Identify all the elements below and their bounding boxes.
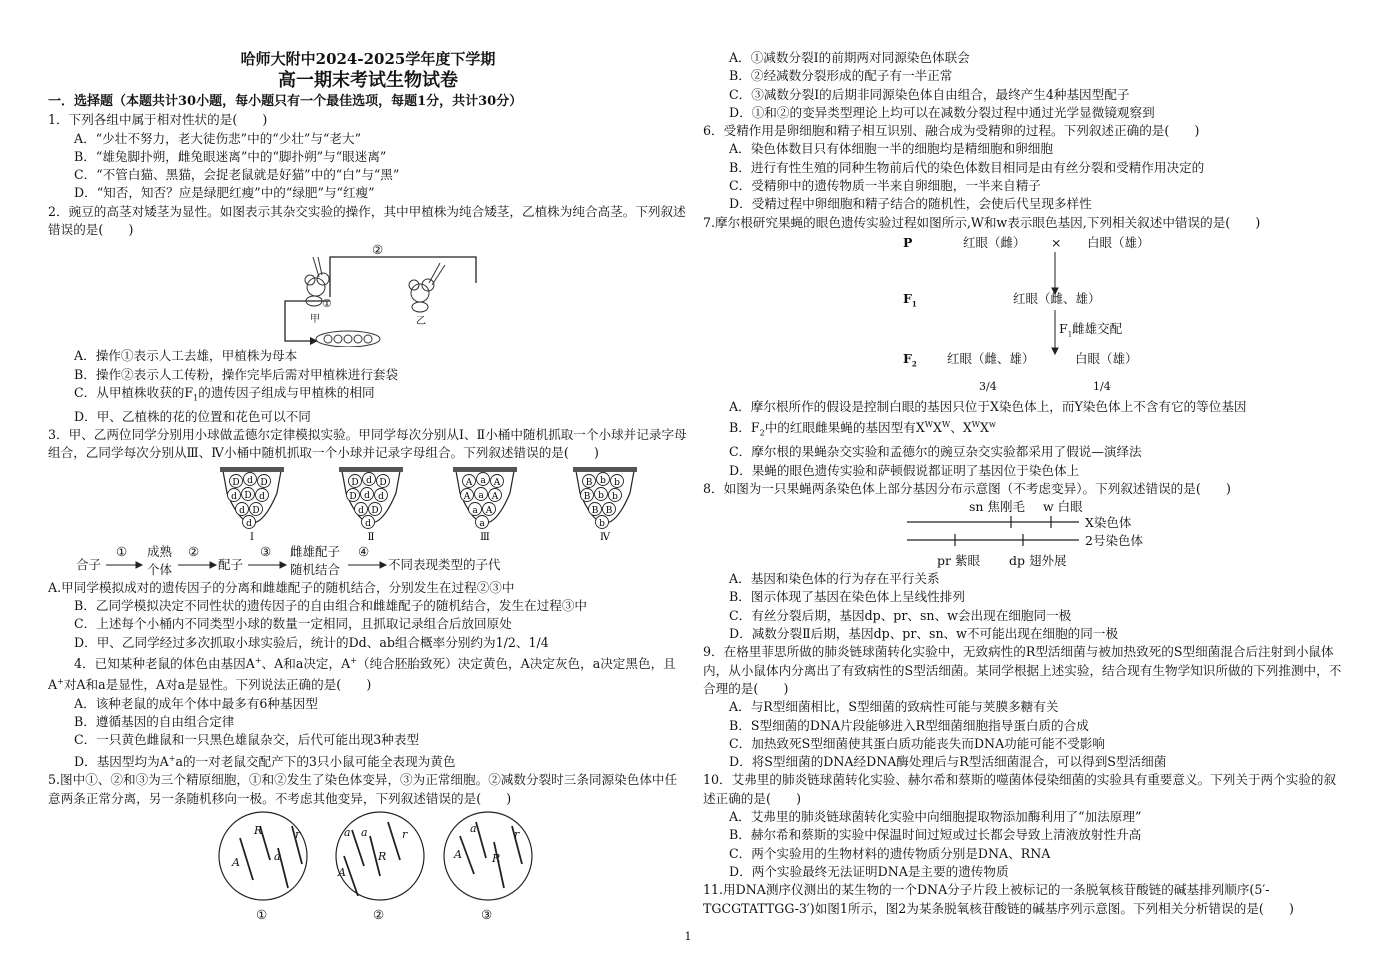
bucket-label: Ⅰ [250,531,254,543]
ball-label: A [491,491,499,502]
plant-yi-label: 乙 [416,316,426,328]
f2-red: 红眼（雌、雄） [947,350,1035,366]
gene-r-3: r [514,827,520,841]
ball-label: d [259,491,265,502]
gene-w: w 白眼 [1043,499,1083,515]
flow-offspring: 不同表现类型的子代 [388,556,501,572]
question-5 [48,771,688,926]
question-stem: 1．下列各组中属于相对性状的是( ) [48,112,268,128]
option-b: B．遵循基因的自由组合定律 [74,714,235,730]
ball-label: d [246,518,252,529]
option-d: D．甲、乙植株的花的位置和花色可以不同 [74,408,311,424]
gene-r-2: r [402,827,408,841]
question-stem: 6．受精作用是卵细胞和精子相互识别、融合成为受精卵的过程。下列叙述正确的是( ) [703,123,1200,139]
left-column [48,0,688,926]
flow-step-2: ② [188,543,200,559]
pea-cross-figure [48,239,688,347]
process-flow [48,543,688,579]
option-d: D．基因型均为A+a的一对老鼠交配产下的3只小鼠可能全表现为黄色 [74,753,456,769]
flow-step-1: ① [116,543,128,559]
f2-white: 白眼（雄） [1075,350,1138,366]
option-b: B．图示体现了基因在染色体上呈线性排列 [729,589,965,605]
option-c: C．一只黄色雌鼠和一只黑色雄鼠杂交，后代可能出现3种表型 [74,732,420,748]
option-c: C．两个实验用的生物材料的遗传物质分别是DNA、RNA [729,845,1051,861]
chromosome-figure [703,498,1343,570]
option-a: A．该种老鼠的成年个体中最多有6种基因型 [74,695,318,711]
eye-color-cross-figure [703,232,1343,398]
bucket-rim [453,467,517,472]
gene-a-2b: a [361,825,368,839]
gene-A-3: A [454,847,462,861]
option-a: A．操作①表示人工去雄，甲植株为母本 [74,348,298,364]
cell-figure [48,808,688,926]
question-stem: 11.用DNA测序仪测出的某生物的一个DNA分子片段上被标记的一条脱氧核苷酸链的碱基排列顺序(5′-TGCGTATTGG-3′)如图1所示，图2为某条脱氧核苷酸链的碱基序列示意图。下列相关分析错误的是( ) [703,882,1294,916]
question-stem: 9．在格里菲思所做的肺炎链球菌转化实验中，无致病性的R型活细菌与被加热致死的S型细菌混合后注射到小鼠体内，从小鼠体内分离出了有致病性的S型活细菌。某同学根据上述实验，结合现有生物学知识所做的下列推测中，不合理的是( ) [703,644,1342,696]
option-a: A．与R型细菌相比，S型细菌的致病性可能与荚膜多糖有关 [729,699,1059,715]
option-a: A．染色体数目只有体细胞一半的细胞均是精细胞和卵细胞 [729,141,1053,157]
ball-label: b [598,490,604,501]
option-d: D．①和②的变异类型理论上均可以在减数分裂过程中通过光学显微镜观察到 [729,104,1155,120]
plant-jia-label: 甲 [310,314,320,326]
flow-fusion-b: 随机结合 [290,561,341,577]
ball-label: d [378,491,384,502]
option-a: A．摩尔根所作的假设是控制白眼的基因只位于X染色体上，而Y染色体上不含有它的等位基因 [729,398,1247,414]
f2-label: $F_2$ [903,350,917,369]
question-3 [48,426,688,652]
cell-label-2: ② [373,906,385,922]
bucket-figure [48,463,688,543]
question-stem: 2．豌豆的高茎对矮茎为显性。如图表示其杂交实验的操作，其中甲植株为纯合矮茎，乙植株为纯合高茎。下列叙述错误的是( ) [48,203,686,238]
ball-label: D [371,505,379,516]
gene-A-1: A [232,855,240,869]
exam-title: 高一期末考试生物试卷 [278,70,458,91]
gene-R-3: R [492,851,501,865]
exam-school-title: 哈师大附中2024-2025学年度下学期 [240,50,496,68]
option-a: A．艾弗里的肺炎链球菌转化实验中向细胞提取物添加酶利用了“加法原理” [729,809,1142,825]
option-d: D．果蝇的眼色遗传实验和萨顿假说都证明了基因位于染色体上 [729,462,1080,478]
gene-pr: pr 紫眼 [937,553,980,569]
question-8 [703,480,1343,643]
ball-label: D [260,477,268,488]
option-c: C．摩尔根的果蝇杂交实验和孟德尔的豌豆杂交实验都采用了假说—演绎法 [729,444,1142,460]
option-a: A．“少壮不努力，老大徒伤悲”中的“少壮”与“老大” [74,130,362,146]
option-b: B．“雄兔脚扑朔，雌兔眼迷离”中的“脚扑朔”与“眼迷离” [74,148,387,164]
option-b: B．赫尔希和蔡斯的实验中保温时间过短或过长都会导致上清液放射性升高 [729,827,1142,843]
question-2 [48,203,688,426]
ball-label: d [247,475,253,486]
ball-label: a [480,475,486,486]
flow-step-4: ④ [358,543,370,559]
flow-adult-b: 个体 [147,561,173,577]
pea-cross-drawing [48,239,688,347]
question-7 [703,214,1343,480]
gene-a-1: a [274,849,281,863]
operation-2-label: ② [372,242,384,258]
gene-R-1: R [254,823,263,837]
gene-a-3: a [470,821,477,835]
p-female: 红眼（雌） [963,234,1026,250]
ball-label: d [231,491,237,502]
f1-label: $F_1$ [903,290,917,309]
flow-adult-a: 成熟 [147,543,173,559]
ball-label: d [366,475,372,486]
option-c: C．③减数分裂Ⅰ的后期非同源染色体自由组合，最终产生4种基因型配子 [729,86,1130,102]
question-11 [703,881,1343,918]
ball-label: b [612,491,618,502]
chromosome-2-label: 2号染色体 [1085,533,1143,549]
cell-label-3: ③ [481,906,493,922]
x-chromosome-label: X染色体 [1085,515,1132,531]
ball-label: a [478,490,484,501]
option-c: C．有丝分裂后期，基因dp、pr、sn、w会出现在细胞同一极 [729,607,1072,623]
question-stem: 4．已知某种老鼠的体色由基因A+、A和a决定，A+（纯合胚胎致死）决定黄色，A决定灰色，a决定黑色，且A+对A和a是显性，A对a是显性。下列说法正确的是( ) [48,655,676,693]
option-d: D．受精过程中卵细胞和精子结合的随机性，会使后代呈现多样性 [729,196,1092,212]
ball-label: D [244,490,252,501]
gene-A-2: A [338,865,346,879]
flow-zygote: 合子 [76,556,102,572]
option-d: D．“知否，知否？应是绿肥红瘦”中的“绿肥”与“红瘦” [74,185,375,201]
option-a: A.甲同学模拟成对的遗传因子的分离和雌雄配子的随机结合，分别发生在过程②③中 [48,579,515,595]
flow-step-3: ③ [260,543,272,559]
gene-sn: sn 焦刚毛 [969,499,1025,515]
ball-label: d [239,505,245,516]
f1-intercross: $F_1$雌雄交配 [1059,320,1123,339]
right-column [703,49,1343,918]
ball-label: B [585,477,593,488]
gene-a-2a: a [344,825,351,839]
question-stem: 5.图中①、②和③为三个精原细胞，①和②发生了染色体变异，③为正常细胞。②减数分裂时三条同源染色体中任意两条正常分离，另一条随机移向一极。不考虑其他变异，下列叙述错误的是( ) [48,772,678,806]
option-d: D．两个实验最终无法证明DNA是主要的遗传物质 [729,863,1009,879]
ball-label: d [358,505,364,516]
ball-label: a [479,518,485,529]
section-heading: 一．选择题（本题共计30小题，每小题只有一个最佳选项，每题1分，共计30分） [48,94,523,109]
option-d: D．将S型细菌的DNA经DNA酶处理后与R型活细菌混合，可以得到S型活细菌 [729,754,1167,770]
ball-label: a [472,505,478,516]
option-d: D．减数分裂Ⅱ后期，基因dp、pr、sn、w不可能出现在细胞的同一极 [729,626,1119,642]
flow-gamete: 配子 [218,556,244,572]
bucket-rim [339,467,403,472]
option-b: B．S型细菌的DNA片段能够进入R型细菌细胞指导蛋白质的合成 [729,717,1089,733]
question-5-options [703,49,1343,122]
question-stem: 10．艾弗里的肺炎链球菌转化实验、赫尔希和蔡斯的噬菌体侵染细菌的实验具有重要意义。下列关于两个实验的叙述正确的是( ) [703,772,1337,806]
bucket-rim [220,467,284,472]
question-6 [703,122,1343,213]
page-number: 1 [684,930,692,943]
option-b: B．操作②表示人工传粉，操作完毕后需对甲植株进行套袋 [74,366,399,382]
operation-1-label: ① [322,297,332,311]
p-generation-label: P [903,234,913,250]
option-a: A．①减数分裂Ⅰ的前期两对同源染色体联会 [729,50,970,65]
ball-label: b [614,477,620,488]
question-stem: 7.摩尔根研究果蝇的眼色遗传实验过程如图所示,W和w表示眼色基因,下列相关叙述中错误的是( ) [703,214,1261,230]
option-c: C．受精卵中的遗传物质一半来自卵细胞，一半来自精子 [729,178,1041,194]
option-b: B．进行有性生殖的同种生物前后代的染色体数目相同是由有丝分裂和受精作用决定的 [729,159,1205,175]
ball-label: B [591,505,599,516]
gene-dp: dp 翅外展 [1009,553,1067,569]
ball-label: d [365,518,371,529]
option-b: B．乙同学模拟决定不同性状的遗传因子的自由组合和雌雄配子的随机结合，发生在过程③中 [74,597,588,613]
ball-label: b [600,475,606,486]
f2-ratio-red: 3/4 [979,379,997,393]
question-1 [48,111,688,202]
f1-phenotype: 红眼（雌、雄） [1013,290,1101,306]
option-c: C．“不管白猫、黑猫，会捉老鼠就是好猫”中的“白”与“黑” [74,167,400,183]
bucket-label: Ⅲ [480,531,490,543]
f2-ratio-white: 1/4 [1093,379,1111,393]
ball-label: d [364,490,370,501]
option-c: C．加热致死S型细菌使其蛋白质功能丧失而DNA功能可能不受影响 [729,735,1105,751]
question-9 [703,643,1343,771]
ball-label: D [232,477,240,488]
ball-label: B [583,491,591,502]
bucket-label: Ⅱ [367,531,375,543]
ball-label: D [349,491,357,502]
question-4 [48,652,688,771]
bucket-drawing [48,463,688,543]
option-b: B．②经减数分裂形成的配子有一半正常 [729,68,953,84]
ball-label: B [605,505,613,516]
cross-arrows [703,232,1343,398]
question-stem: 8．如图为一只果蝇两条染色体上部分基因分布示意图（不考虑变异）。下列叙述错误的是( ) [703,480,1231,496]
option-b: B．$F_2$中的红眼雌果蝇的基因型有$X^WX^W$、$X^WX^w$ [729,420,996,438]
question-stem: 3．甲、乙两位同学分别用小球做孟德尔定律模拟实验。甲同学每次分别从Ⅰ、Ⅱ小桶中随机抓取一个小球并记录字母组合，乙同学每次分别从Ⅲ、Ⅳ小桶中随机抓取一个小球并记录字母组合。下列叙述错误的是( ) [48,427,687,461]
option-d: D．甲、乙同学经过多次抓取小球实验后，统计的Dd、ab组合概率分别约为1/2、1/4 [74,634,549,650]
ball-label: A [485,505,493,516]
ball-label: A [463,491,471,502]
ball-label: D [351,477,359,488]
option-a: A．基因和染色体的行为存在平行关系 [729,571,940,587]
option-c: C．上述每个小桶内不同类型小球的数量一定相同，且抓取记录组合后放回原处 [74,616,512,632]
ball-label: A [493,477,501,488]
gene-R-2: R [378,849,387,863]
gene-r-1: r [295,827,301,841]
flow-fusion-a: 雌雄配子 [290,543,341,559]
p-male: 白眼（雄） [1087,234,1150,250]
ball-label: D [252,505,260,516]
question-10 [703,771,1343,881]
ball-label: b [599,518,605,529]
cell-label-1: ① [256,906,268,922]
ball-label: D [379,477,387,488]
cell-drawing [48,808,688,926]
bucket-label: Ⅳ [600,531,610,543]
ball-label: A [465,477,473,488]
bucket-rim [573,467,637,472]
option-c: C．从甲植株收获的$F_1$的遗传因子组成与甲植株的相同 [74,384,375,403]
cross-symbol: × [1051,234,1062,250]
